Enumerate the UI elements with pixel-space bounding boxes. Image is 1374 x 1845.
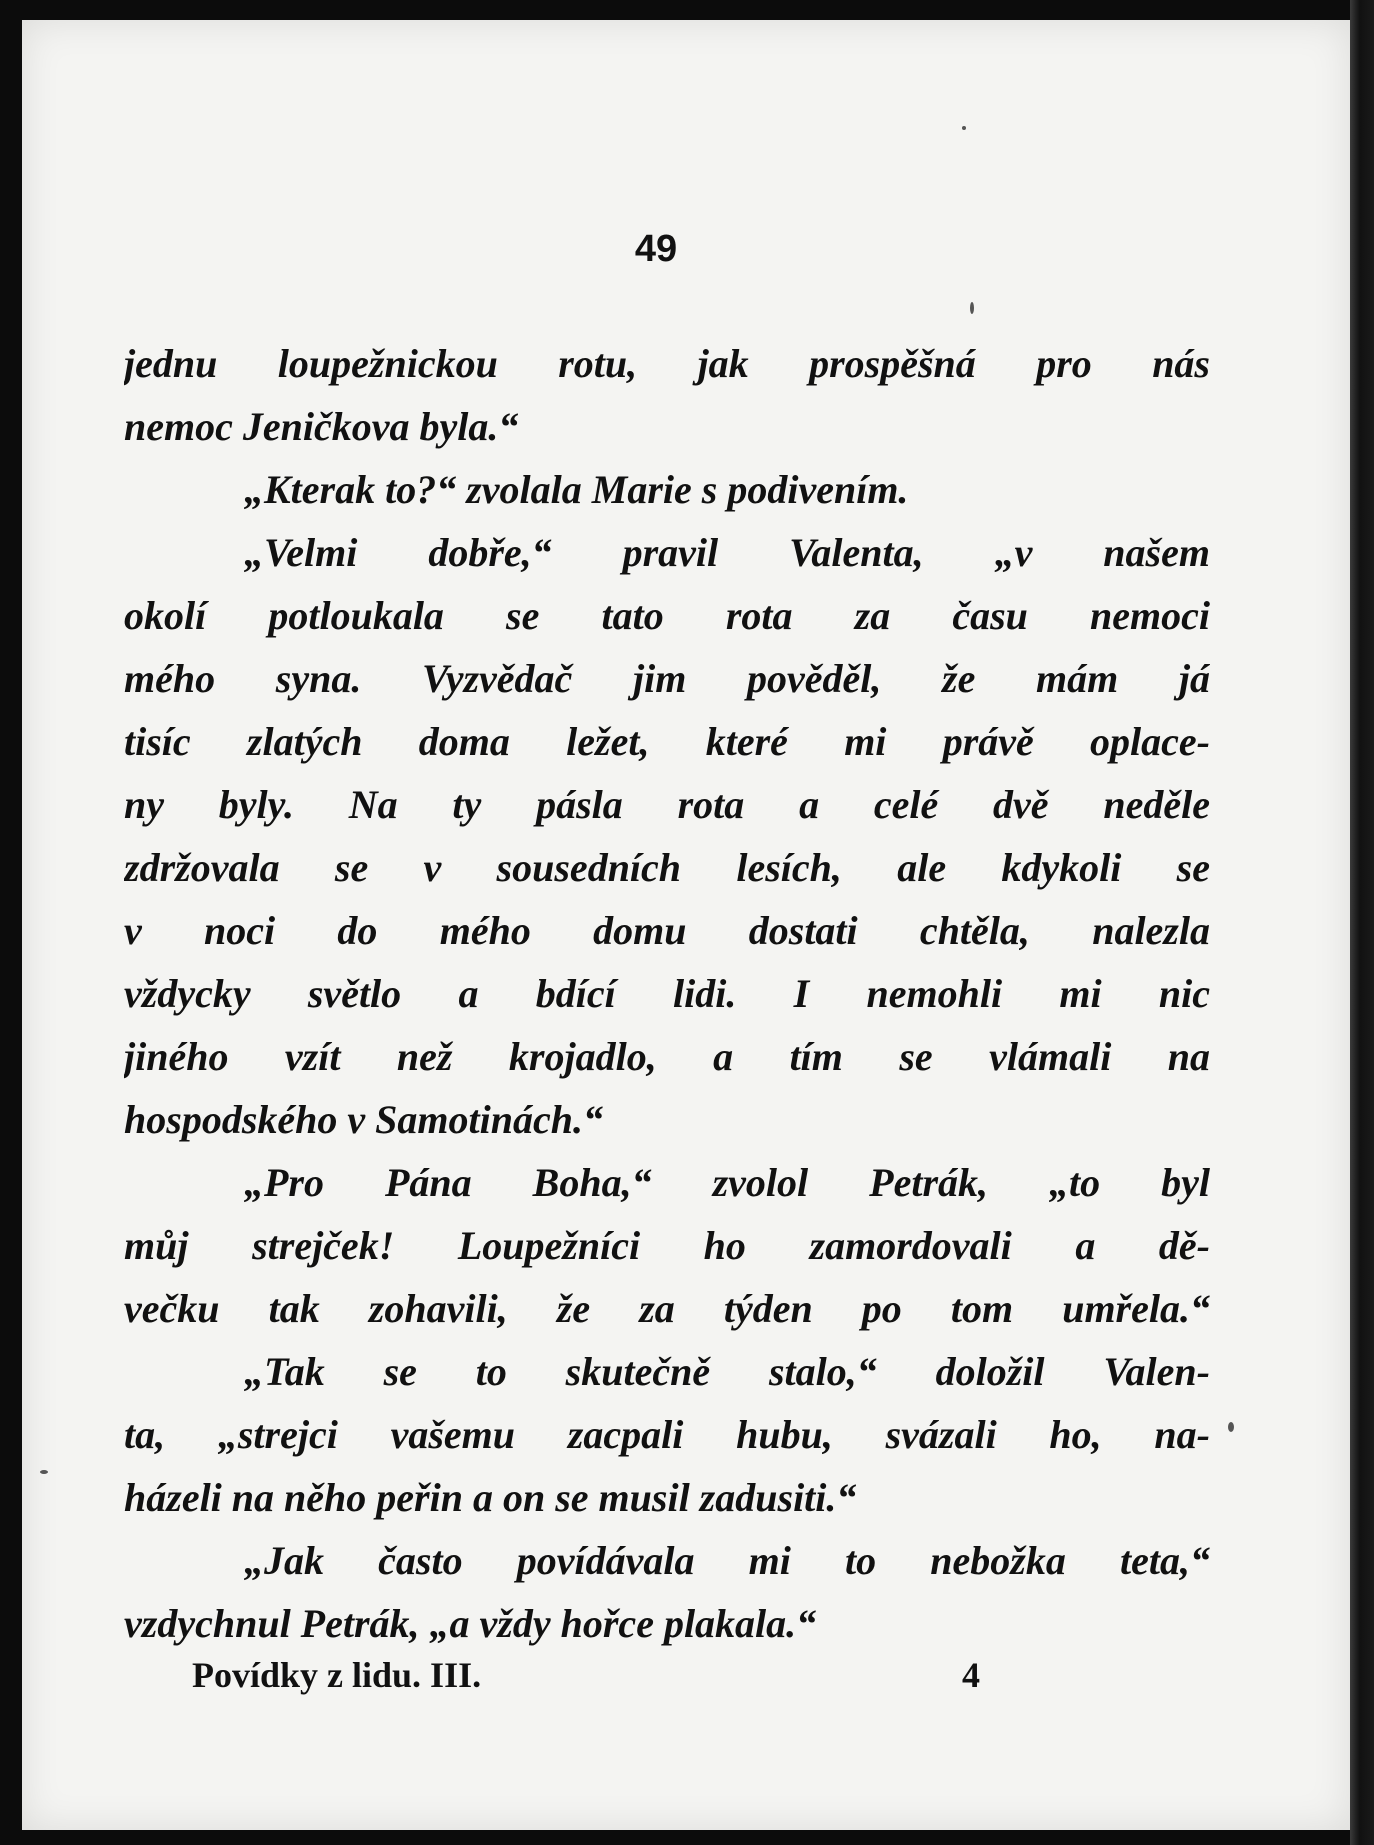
text-line: můj strejček! Loupežníci ho zamordovali a dě- (124, 1223, 1210, 1268)
signature-mark: Povídky z lidu. III. (192, 1655, 482, 1695)
text-line: „Kterak to?“ zvolala Marie s podivením. (244, 467, 909, 512)
dust-speck (1228, 1422, 1234, 1432)
dust-speck (970, 302, 974, 314)
text-line: v noci do mého domu dostati chtěla, nalezla (124, 908, 1210, 953)
text-line: házeli na něho peřin a on se musil zadusiti.“ (124, 1475, 857, 1520)
page-number: 49 (634, 228, 678, 270)
text-line: „Jak často povídávala mi to nebožka teta,“ (244, 1538, 1210, 1583)
text-line: „Velmi dobře,“ pravil Valenta, „v našem (244, 530, 1210, 575)
book-page (22, 20, 1350, 1830)
text-line: okolí potloukala se tato rota za času nemoci (124, 593, 1210, 638)
page-edge (1350, 0, 1374, 1845)
text-line: hospodského v Samotinách.“ (124, 1097, 603, 1142)
sheet-number: 4 (962, 1655, 980, 1695)
dust-speck (40, 1470, 48, 1474)
text-line: nemoc Jeničkova byla.“ (124, 404, 519, 449)
text-line: ny byly. Na ty pásla rota a celé dvě neděle (124, 782, 1210, 827)
text-line: mého syna. Vyzvědač jim pověděl, že mám já (124, 656, 1210, 701)
text-line: jednu loupežnickou rotu, jak prospěšná pro nás (124, 341, 1210, 386)
text-line: ta, „strejci vašemu zacpali hubu, svázali ho, na- (124, 1412, 1210, 1457)
page-footer (192, 1654, 1012, 1704)
text-line: tisíc zlatých doma ležet, které mi právě oplace- (124, 719, 1210, 764)
text-line: jiného vzít než krojadlo, a tím se vlámali na (124, 1034, 1210, 1079)
text-line: zdržovala se v sousedních lesích, ale kdykoli se (124, 845, 1210, 890)
text-line: „Tak se to skutečně stalo,“ doložil Valen- (244, 1349, 1210, 1394)
body-text (124, 332, 1210, 1655)
text-line: vždycky světlo a bdící lidi. I nemohli mi nic (124, 971, 1210, 1016)
text-line: večku tak zohavili, že za týden po tom umřela.“ (124, 1286, 1210, 1331)
text-line: „Pro Pána Boha,“ zvolol Petrák, „to byl (244, 1160, 1210, 1205)
dust-speck (962, 126, 966, 130)
text-line: vzdychnul Petrák, „a vždy hořce plakala.“ (124, 1601, 817, 1646)
